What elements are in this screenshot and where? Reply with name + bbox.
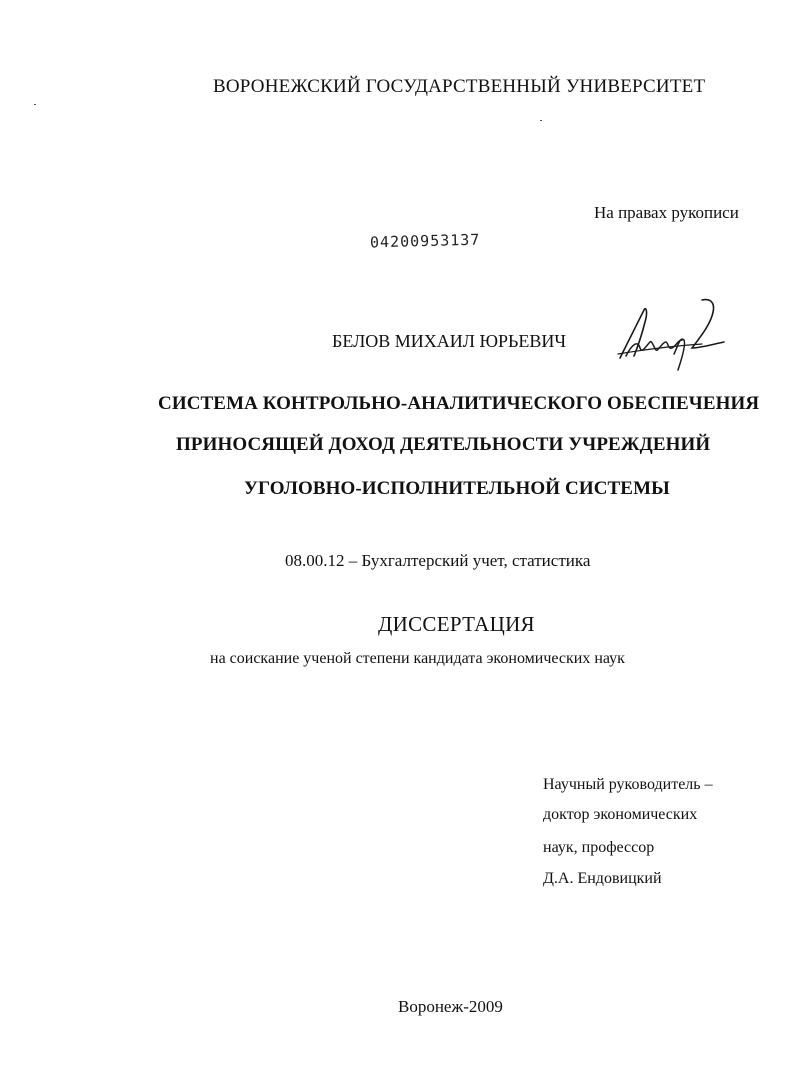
university-name: ВОРОНЕЖСКИЙ ГОСУДАРСТВЕННЫЙ УНИВЕРСИТЕТ — [213, 76, 706, 97]
rights-note: На правах рукописи — [594, 203, 739, 222]
thesis-title-line-1: СИСТЕМА КОНТРОЛЬНО-АНАЛИТИЧЕСКОГО ОБЕСПЕЧЕНИЯ — [158, 393, 760, 414]
author-name: БЕЛОВ МИХАИЛ ЮРЬЕВИЧ — [332, 331, 567, 351]
specialty-code: 08.00.12 – Бухгалтерский учет, статистика — [285, 551, 591, 570]
document-type: ДИССЕРТАЦИЯ — [378, 612, 535, 636]
advisor-degree: доктор экономических — [543, 806, 698, 823]
scan-speck — [540, 120, 542, 121]
advisor-title: наук, профессор — [543, 839, 655, 856]
degree-description: на соискание ученой степени кандидата экономических наук — [210, 650, 625, 667]
thesis-title-line-3: УГОЛОВНО-ИСПОЛНИТЕЛЬНОЙ СИСТЕМЫ — [244, 478, 670, 499]
archive-stamp-number: 04200953137 — [369, 230, 481, 252]
scan-speck — [34, 104, 36, 105]
advisor-name: Д.А. Ендовицкий — [543, 870, 662, 887]
city-year: Воронеж-2009 — [398, 997, 503, 1016]
signature-icon — [612, 296, 732, 376]
thesis-title-line-2: ПРИНОСЯЩЕЙ ДОХОД ДЕЯТЕЛЬНОСТИ УЧРЕЖДЕНИЙ — [176, 434, 711, 455]
advisor-label: Научный руководитель – — [543, 776, 713, 793]
